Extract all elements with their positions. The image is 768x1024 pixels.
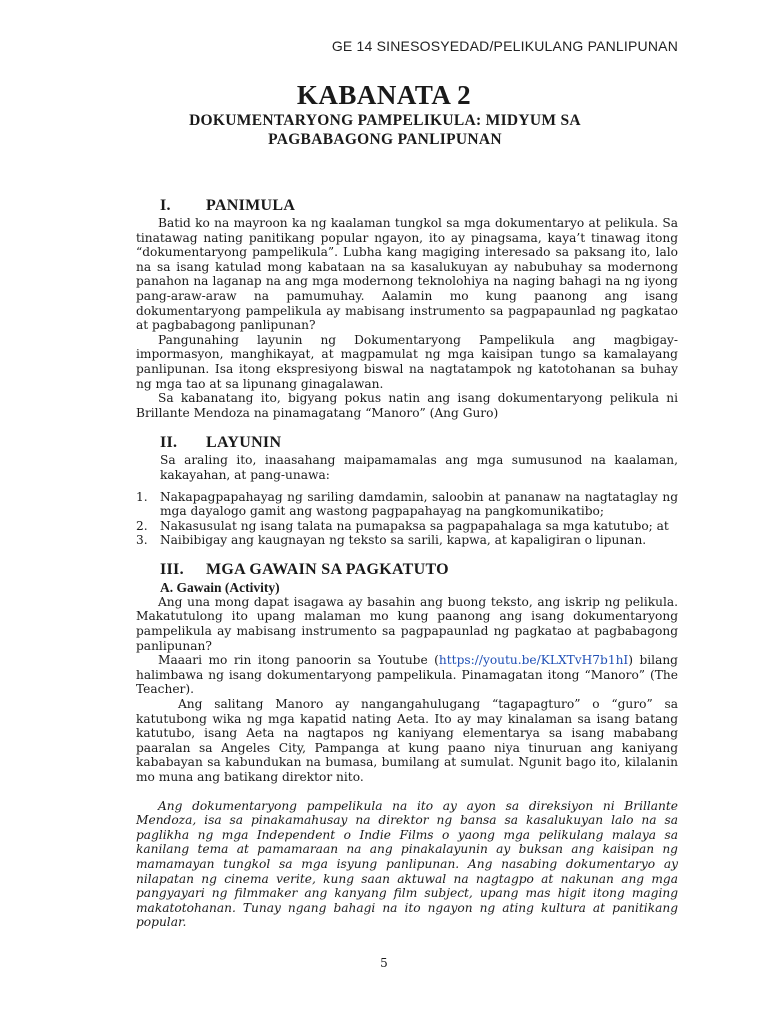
gawain-paragraph-1: Ang una mong dapat isagawa ay basahin ang buong teksto, ang iskrip ng pelikula. Makatutulong ito upang malaman mo kung paanong ang isang dokumentaryong pampelikula ay mabisang instrumento sa pagpapaunlad ng pagkatao at pagbabagong panlipunan? bbox=[136, 594, 678, 653]
director-italic-paragraph: Ang dokumentaryong pampelikula na ito ay ayon sa direksiyon ni Brillante Mendoza, isa sa pinakamahusay na direktor ng bansa sa kasalukuyan lalo na sa paglikha ng mga Independent o Indie Films o yaong mga pelikulang malaya sa kanilang tema at pamamaraan na ang pinakalayunin ay buksan ang kaisipan ng mamamayan tungkol sa mga isyung panlipunan. Ang nasabing dokumentaryo ay nilapatan ng cinema verite, kung saan aktuwal na nagtagpo at nakunan ang mga pangyayari ng filmmaker ang kanyang film subject, upang mas higit itong maging makatotohanan. Tunay ngang bahagi na ito ngayon ng ating kultura at panitikang popular. bbox=[136, 798, 678, 930]
subsection-heading-gawain-activity: A. Gawain (Activity) bbox=[160, 579, 280, 595]
section-number: III. bbox=[160, 560, 184, 578]
gawain-paragraph-3: Ang salitang Manoro ay nangangahulugang “tagapagturo” o “guro” sa katutubong wika ng mga kapatid nating Aeta. Ito ay may kinalaman sa isang batang katutubo, isang Aeta na nagtapos ng kaniyang elementarya sa isang mababang paaralan sa Angeles City, Pampanga at kung paano niya tinuruan ang kaniyang kababayan sa kabundukan na bumasa, bumilang at sumulat. Ngunit bago ito, kilalanin mo muna ang batikang direktor nito. bbox=[136, 697, 678, 784]
list-marker: 2. bbox=[136, 518, 148, 533]
list-marker: 3. bbox=[136, 533, 148, 548]
list-item-text: Naibibigay ang kaugnayan ng teksto sa sarili, kapwa, at kapaligiran o lipunan. bbox=[160, 533, 647, 548]
panimula-paragraph-2: Pangunahing layunin ng Dokumentaryong Pampelikula ang magbigay-impormasyon, manghikayat, at magpamulat ng mga kaisipan tungo sa kamalayang panlipunan. Isa itong ekspresiyong biswal na nagtatampok ng katotohanan sa buhay ng mga tao at sa lipunang ginagalawan. bbox=[136, 332, 678, 391]
section-number: I. bbox=[160, 197, 171, 214]
section-title: MGA GAWAIN SA PAGKATUTO bbox=[206, 560, 449, 578]
chapter-subtitle-line1: DOKUMENTARYONG PAMPELIKULA: MIDYUM SA bbox=[189, 112, 581, 129]
section-heading-panimula bbox=[136, 196, 678, 216]
panimula-paragraph-1: Batid ko na mayroon ka ng kaalaman tungkol sa mga dokumentaryo at pelikula. Sa tinatawag nating panitikang popular ngayon, ito ay pinagsama, kaya’t tinawag itong “dokumentaryong pampelikula”. Lubha kang magiging interesado sa paksang ito, lalo na sa isang katulad mong kabataan na sa kasalukuyan ay nabubuhay sa modernong panahon na laganap na ang mga modernong teknolohiya na naging bahagi na ng iyong pang-araw-araw na pamumuhay. Aalamin mo kung paanong ang isang dokumentaryong pampelikula ay mabisang instrumento sa pagpapaunlad ng pagkatao at pagbabagong panlipunan? bbox=[136, 216, 678, 333]
section-title: PANIMULA bbox=[206, 197, 296, 214]
section-panimula bbox=[136, 196, 678, 420]
page-number: 5 bbox=[380, 956, 388, 970]
list-marker: 1. bbox=[136, 489, 148, 504]
document-body bbox=[136, 196, 678, 930]
section-title: LAYUNIN bbox=[206, 434, 282, 452]
chapter-title: KABANATA 2 bbox=[296, 80, 472, 110]
layunin-intro: Sa araling ito, inaasahang maipamamalas ang mga sumusunod na kaalaman, kakayahan, at pang-unawa: bbox=[160, 453, 678, 482]
objectives-list bbox=[136, 490, 678, 548]
gawain-paragraph-2-before-link: Maaari mo rin itong panoorin sa Youtube ( bbox=[158, 653, 439, 668]
section-gawain bbox=[136, 560, 678, 930]
chapter-subtitle bbox=[150, 111, 620, 149]
gawain-paragraph-2 bbox=[136, 653, 678, 697]
section-heading-gawain bbox=[136, 560, 678, 580]
list-item-text: Nakasusulat ng isang talata na pumapaksa sa pagpapahalaga sa mga katutubo; at bbox=[160, 518, 669, 533]
youtube-link[interactable]: https://youtu.be/KLXTvH7b1hI bbox=[438, 653, 629, 668]
list-item bbox=[136, 490, 678, 519]
list-item bbox=[136, 533, 678, 548]
running-header: GE 14 SINESOSYEDAD/PELIKULANG PANLIPUNAN bbox=[331, 38, 678, 54]
section-layunin bbox=[136, 433, 678, 548]
list-item bbox=[136, 519, 678, 534]
panimula-paragraph-3: Sa kabanatang ito, bigyang pokus natin ang isang dokumentaryong pelikula ni Brillante Mendoza na pinamagatang “Manoro” (Ang Guro) bbox=[136, 391, 678, 420]
list-item-text: Nakapagpapahayag ng sariling damdamin, saloobin at pananaw na nagtataglay ng mga dayalogo gamit ang wastong pagpapahayag na pangkomunikatibo; bbox=[160, 489, 678, 519]
gawain-paragraph-2-after-link: ) bilang halimbawa ng isang dokumentaryong pampelikula. Pinamagatan itong “Manoro” (The Teacher). bbox=[136, 653, 678, 697]
section-heading-layunin bbox=[136, 433, 678, 453]
section-number: II. bbox=[160, 434, 178, 452]
chapter-subtitle-line2: PAGBABAGONG PANLIPUNAN bbox=[268, 131, 502, 148]
